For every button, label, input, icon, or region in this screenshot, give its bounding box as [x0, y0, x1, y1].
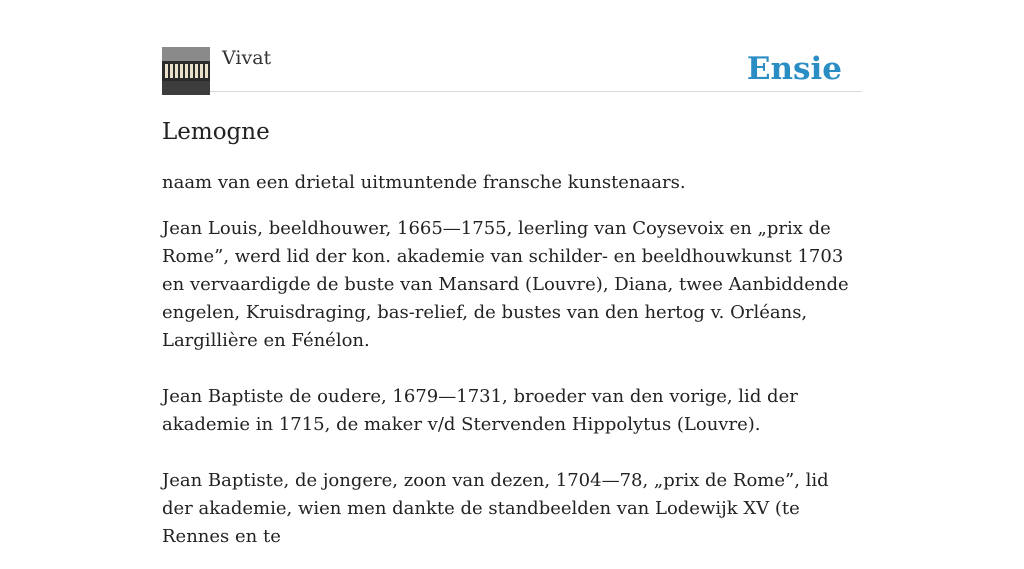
author-avatar[interactable]	[162, 47, 210, 95]
brand-logo[interactable]: Ensie	[746, 51, 842, 87]
paragraph: Jean Baptiste de oudere, 1679—1731, broeder van den vorige, lid der akademie in 1715, de maker v/d Stervenden Hippolytus (Louvre).	[162, 386, 798, 435]
article-title: Lemogne	[162, 119, 270, 145]
author-name[interactable]: Vivat	[222, 47, 272, 69]
paragraph: Jean Baptiste, de jongere, zoon van dezen, 1704—78, „prix de Rome”, lid der akademie, wien men dankte de standbeelden van Lodewijk XV (te Rennes en te	[162, 470, 829, 547]
article-header	[162, 46, 862, 92]
article-page	[162, 46, 862, 569]
typewriter-avatar-icon	[162, 47, 210, 95]
article-body	[162, 169, 862, 551]
paragraph: Jean Louis, beeldhouwer, 1665—1755, leerling van Coysevoix en „prix de Rome”, werd lid der kon. akademie van schilder- en beeldhouwkunst 1703 en vervaardigde de buste van Mansard (Louvre), Diana, twee Aanbiddende engelen, Kruisdraging, bas-relief, de bustes van den hertog v. Orléans, Largillière en Fénélon.	[162, 218, 849, 351]
paragraph: naam van een drietal uitmuntende fransche kunstenaars.	[162, 172, 686, 193]
